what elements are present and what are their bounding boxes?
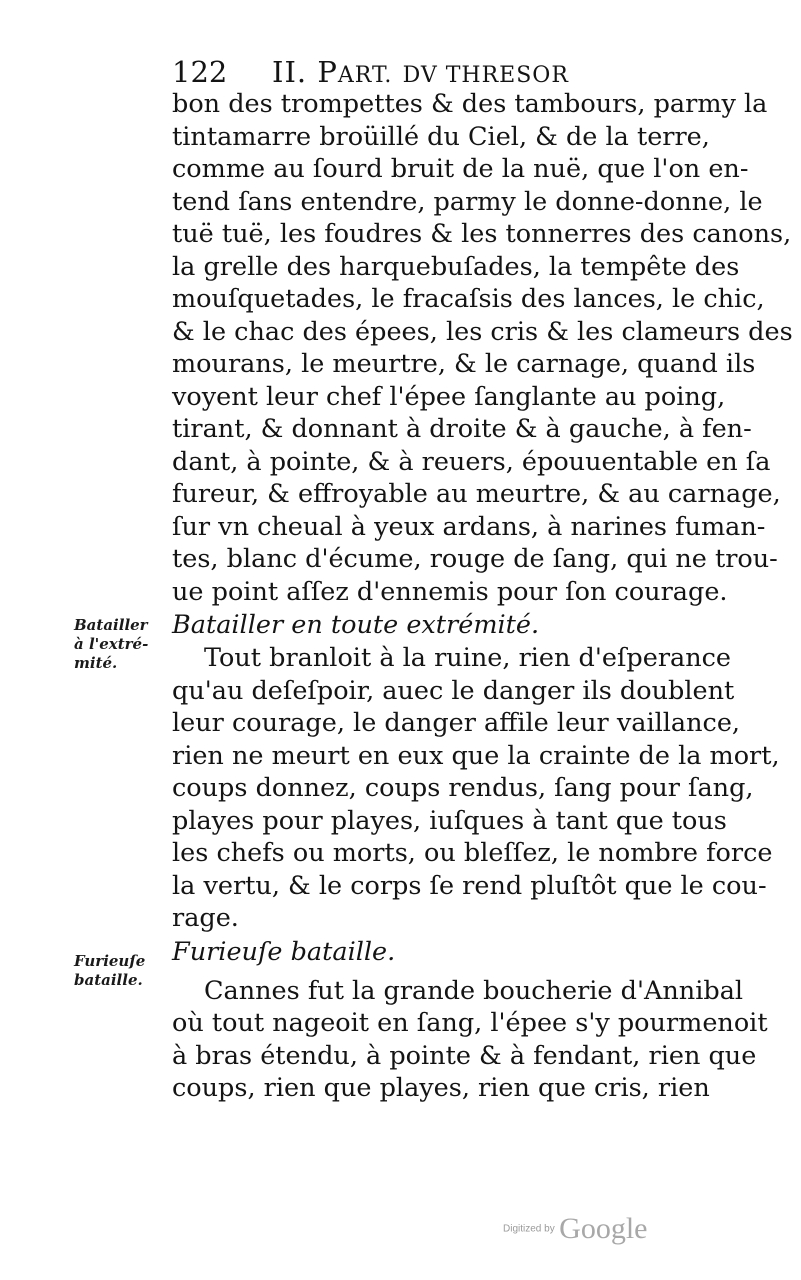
text-line: comme au ſourd bruit de la nuë, que l'on en- (172, 154, 749, 184)
paragraph-2 (172, 642, 780, 935)
text-line: la grelle des harquebuſades, la tempête des (172, 251, 740, 282)
margin-note-line: Furieuſe (74, 952, 146, 970)
part-label-small-caps: ART. (337, 63, 393, 88)
digitized-watermark (503, 1212, 647, 1252)
margin-note-furieuse (74, 952, 162, 990)
text-line: mourans, le meurtre, & le carnage, quand ils (172, 349, 756, 379)
text-line: ſur vn cheual à yeux ardans, à narines fuman- (172, 511, 766, 542)
text-line: où tout nageoit en ſang, l'épee s'y pourmenoit (172, 1008, 768, 1038)
margin-note-line: à l'extré- (74, 635, 149, 653)
text-line: à bras étendu, à pointe & à fendant, rien que (172, 1040, 757, 1071)
text-line: ue point aſſez d'ennemis pour ſon courage. (172, 576, 728, 607)
digitized-by-label: Digitized by (503, 1223, 555, 1235)
margin-note-batailler (74, 616, 162, 673)
text-line: tintamarre broüillé du Ciel, & de la terre, (172, 121, 710, 152)
text-line: dant, à pointe, & à reuers, épouuentable en ſa (172, 446, 771, 477)
text-line: voyent leur chef l'épee ſanglante au poing, (172, 381, 726, 412)
section-heading-batailler: Batailler en toute extrémité. (172, 610, 540, 640)
text-line: rage. (172, 903, 239, 933)
text-line: Tout branloit à la ruine, rien d'eſperance (204, 643, 732, 673)
text-line: tend ſans entendre, parmy le donne-donne, le (172, 186, 763, 217)
paragraph-1 (172, 88, 793, 608)
text-line: tirant, & donnant à droite & à gauche, à fen- (172, 414, 752, 444)
text-line: les chefs ou morts, ou bleſſez, le nombre force (172, 838, 773, 868)
text-line: qu'au deſeſpoir, auec le danger ils doublent (172, 675, 735, 706)
margin-note-line: bataille. (74, 971, 143, 989)
margin-note-line: mité. (74, 654, 118, 672)
main-text (172, 88, 793, 1105)
paragraph-3 (172, 975, 768, 1105)
text-line: coups donnez, coups rendus, ſang pour ſang, (172, 773, 754, 803)
text-line: tuë tuë, les foudres & les tonnerres des canons, (172, 219, 792, 249)
part-label: II. P (272, 55, 338, 89)
text-line: bon des trompettes & des tambours, parmy la (172, 89, 768, 119)
text-line: coups, rien que playes, rien que cris, rien (172, 1073, 710, 1103)
margin-note-line: Batailler (74, 616, 148, 634)
text-line: la vertu, & le corps ſe rend pluſtôt que le cou- (172, 870, 767, 901)
text-line: Cannes fut la grande boucherie d'Annibal (204, 975, 744, 1006)
text-line: tes, blanc d'écume, rouge de ſang, qui ne trou- (172, 544, 778, 574)
text-line: fureur, & effroyable au meurtre, & au carnage, (172, 479, 781, 509)
text-line: rien ne meurt en eux que la crainte de la mort, (172, 740, 780, 771)
text-line: playes pour playes, iuſques à tant que tous (172, 805, 727, 836)
text-line: & le chac des épees, les cris & les clameurs des (172, 316, 793, 347)
section-heading-furieuse: Furieuſe bataille. (172, 936, 396, 967)
google-logo: Google (559, 1212, 648, 1245)
running-head (172, 52, 712, 92)
book-title: DV THRESOR (402, 63, 569, 88)
page-number: 122 (172, 55, 228, 89)
text-line: mouſquetades, le fracaſsis des lances, le chic, (172, 284, 765, 314)
text-line: leur courage, le danger affile leur vaillance, (172, 708, 741, 738)
